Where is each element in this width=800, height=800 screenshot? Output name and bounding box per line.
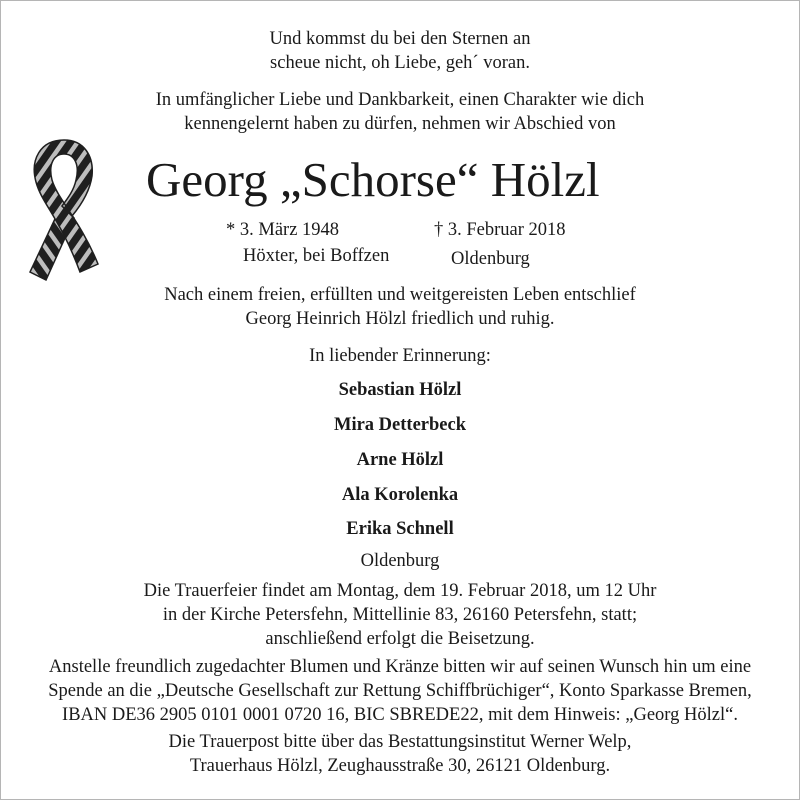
poem-line-2: scheue nicht, oh Liebe, geh´ voran. (270, 53, 530, 73)
poem-line-1: Und kommst du bei den Sternen an (269, 29, 531, 49)
donation-line-2: Spende an die „Deutsche Gesellschaft zur Rettung Schiffbrüchiger“, Konto Sparkasse Bremen, (48, 681, 752, 701)
funeral-line-2: in der Kirche Petersfehn, Mittellinie 83, 26160 Petersfehn, statt; (162, 605, 638, 625)
mourner-name: Ala Korolenka (341, 485, 459, 505)
mourner-name: Sebastian Hölzl (338, 380, 462, 400)
donation-line-1: Anstelle freundlich zugedachter Blumen und Kränze bitten wir auf seinen Wunsch hin um eine (48, 657, 752, 677)
birth-date: * 3. März 1948 (226, 220, 340, 240)
intro-line-2: kennengelernt haben zu dürfen, nehmen wir Abschied von (184, 114, 616, 134)
mourner-name: Mira Detterbeck (333, 415, 466, 435)
mourner-name: Arne Hölzl (356, 450, 444, 470)
mourning-ribbon-icon (22, 134, 106, 284)
passing-line-1: Nach einem freien, erfüllten und weitgereisten Leben entschlief (164, 285, 636, 305)
mail-line-2: Trauerhaus Hölzl, Zeughausstraße 30, 26121 Oldenburg. (189, 756, 611, 776)
mail-line-1: Die Trauerpost bitte über das Bestattungsinstitut Werner Welp, (168, 732, 632, 752)
birth-place: Höxter, bei Boffzen (243, 246, 390, 266)
deceased-name: Georg „Schorse“ Hölzl (146, 152, 600, 207)
mourners-location: Oldenburg (360, 551, 440, 571)
funeral-line-3: anschließend erfolgt die Beisetzung. (265, 629, 535, 649)
mourner-name: Erika Schnell (346, 519, 454, 539)
death-date: † 3. Februar 2018 (434, 220, 566, 240)
mourners-heading: In liebender Erinnerung: (309, 346, 491, 366)
passing-line-2: Georg Heinrich Hölzl friedlich und ruhig. (245, 309, 555, 329)
funeral-line-1: Die Trauerfeier findet am Montag, dem 19. Februar 2018, um 12 Uhr (143, 581, 657, 601)
death-place: Oldenburg (451, 249, 530, 269)
intro-line-1: In umfänglicher Liebe und Dankbarkeit, einen Charakter wie dich (155, 90, 645, 110)
donation-line-3: IBAN DE36 2905 0101 0001 0720 16, BIC SBREDE22, mit dem Hinweis: „Georg Hölzl“. (62, 705, 738, 725)
